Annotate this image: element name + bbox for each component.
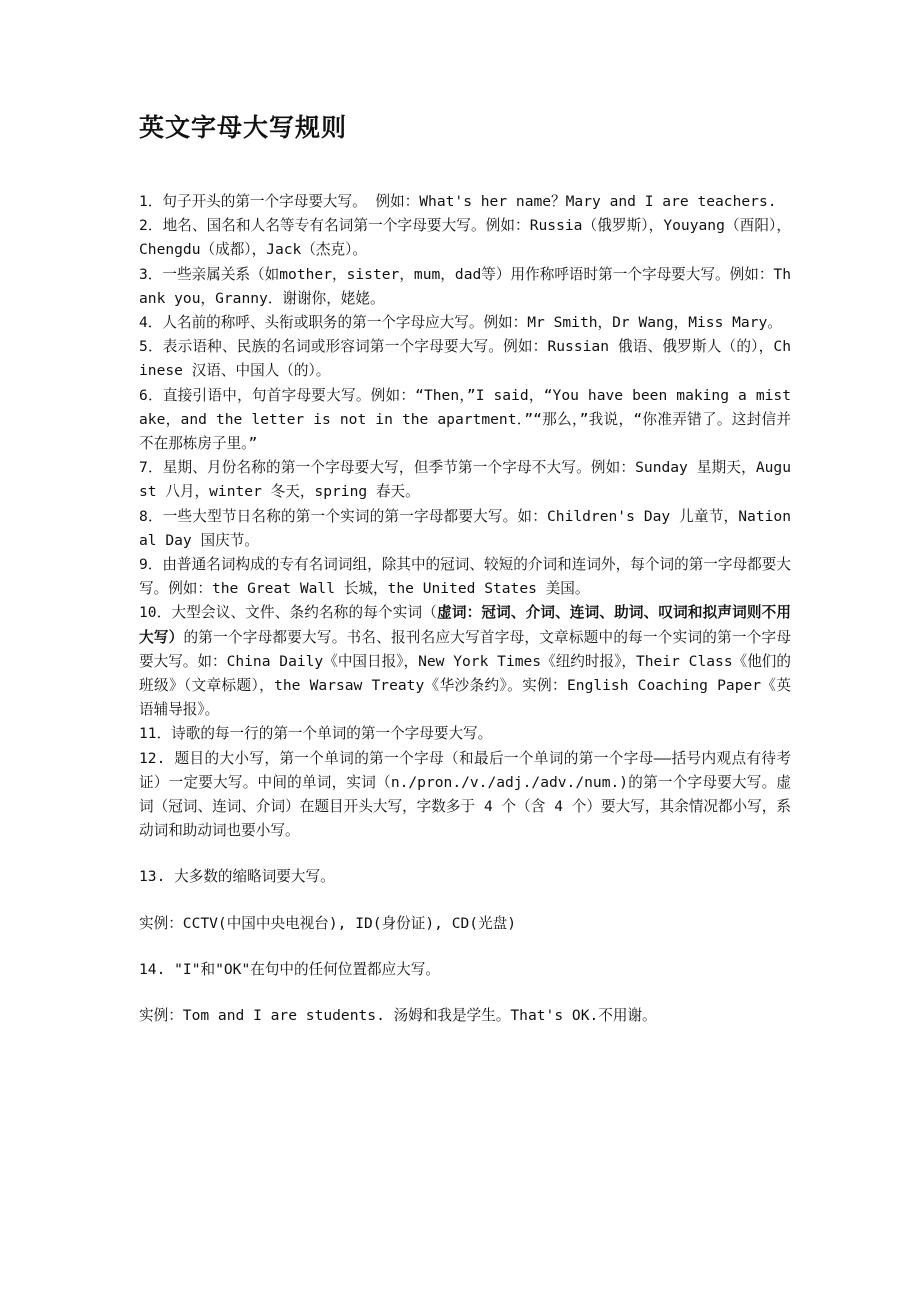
rule-10 [139, 601, 791, 722]
rule-11: 11．诗歌的每一行的第一个单词的第一个字母要大写。 [139, 725, 493, 743]
document-body [139, 108, 791, 1028]
rule-9: 9．由普通名词构成的专有名词词组，除其中的冠词、较短的介词和连词外，每个词的第一字母都要大写。例如：the Great Wall 长城，the United States 美国。 [139, 556, 791, 598]
rule-2: 2．地名、国名和人名等专有名词第一个字母要大写。例如：Russia（俄罗斯），Youyang（酉阳），Chengdu（成都），Jack（杰克）。 [139, 217, 791, 259]
example-13: 实例：CCTV(中国中央电视台), ID(身份证), CD(光盘) [139, 914, 517, 932]
spacer [139, 936, 791, 958]
page-title: 英文字母大写规则 [139, 113, 348, 142]
rule-3: 3．一些亲属关系（如mother，sister，mum，dad等）用作称呼语时第一个字母要大写。例如：Thank you，Granny．谢谢你，姥姥。 [139, 265, 791, 307]
rule-1: 1．句子开头的第一个字母要大写。 例如：What's her name？Mary and I are teachers. [139, 193, 777, 210]
spacer [139, 890, 791, 912]
rule-10-prefix: 10．大型会议、文件、条约名称的每个实词（ [139, 604, 438, 622]
rule-14: 14. "I"和"OK"在句中的任何位置都应大写。 [139, 960, 440, 978]
rule-10-suffix: 的第一个字母都要大写。书名、报刊名应大写首字母，文章标题中的每一个实词的第一个字母要大写。如：China Daily《中国日报》，New York Times《纽约时报》，Their Class《他们的班级》（文章标题），the Warsaw Treaty《华沙条约》。实例：English Coaching Paper《英语辅导报》。 [139, 628, 791, 719]
rule-5: 5．表示语种、民族的名词或形容词第一个字母要大写。例如：Russian 俄语、俄罗斯人（的），Chinese 汉语、中国人（的）。 [139, 338, 791, 380]
spacer [139, 843, 791, 865]
rule-8: 8．一些大型节日名称的第一个实词的第一字母都要大写。如：Children's Day 儿童节，National Day 国庆节。 [139, 507, 791, 549]
rule-4: 4．人名前的称呼、头衔或职务的第一个字母应大写。例如：Mr Smith，Dr Wang，Miss Mary。 [139, 314, 782, 332]
rule-13: 13. 大多数的缩略词要大写。 [139, 868, 335, 886]
example-14: 实例：Tom and I are students. 汤姆和我是学生。That's OK.不用谢。 [139, 1007, 657, 1025]
rule-10-bold: 虚词：冠词、介词、连词、助词、叹词和拟声词则不用大写） [139, 604, 791, 646]
spacer [139, 982, 791, 1004]
rule-12: 12. 题目的大小写，第一个单词的第一个字母（和最后一个单词的第一个字母——括号内观点有待考证）一定要大写。中间的单词，实词（n./pron./v./adj./adv./num.)的第一个字母要大写。虚词（冠词、连词、介词）在题目开头大写，字数多于 4 个（含 4 个）要大写，其余情况都小写，系动词和助动词也要小写。 [139, 749, 791, 840]
rule-6: 6．直接引语中，句首字母要大写。例如：“Then，”I said，“You have been making a mistake，and the letter is not in the apartment．”“那么，”我说，“你准弄错了。这封信并不在那栋房子里。” [139, 386, 791, 453]
rule-7: 7．星期、月份名称的第一个字母要大写，但季节第一个字母不大写。例如：Sunday 星期天，August 八月，winter 冬天，spring 春天。 [139, 459, 791, 501]
